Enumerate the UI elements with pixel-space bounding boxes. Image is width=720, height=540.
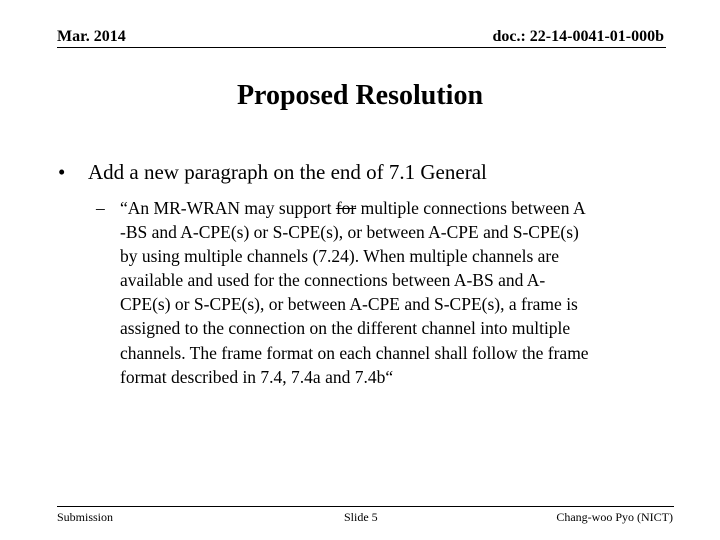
text-line: format described in 7.4, 7.4a and 7.4b“ bbox=[120, 366, 394, 387]
text-line: available and used for the connections between A-BS and A- bbox=[120, 270, 546, 291]
bullet-marker: • bbox=[58, 160, 66, 184]
text-line: CPE(s) or S-CPE(s), or between A-CPE and S-CPE(s), a frame is bbox=[120, 294, 578, 315]
text-line: -BS and A-CPE(s) or S-CPE(s), or between A-CPE and S-CPE(s) bbox=[120, 222, 579, 243]
text-line bbox=[120, 196, 668, 220]
bullet-text: Add a new paragraph on the end of 7.1 General bbox=[88, 160, 487, 184]
text-line: channels. The frame format on each channel shall follow the frame bbox=[120, 342, 589, 363]
text-segment: “An MR-WRAN may support bbox=[120, 198, 336, 218]
text-line: assigned to the connection on the different channel into multiple bbox=[120, 318, 571, 339]
header-divider bbox=[57, 47, 666, 48]
sub-bullet-marker: – bbox=[96, 198, 105, 218]
struck-text: for bbox=[335, 198, 357, 218]
slide-title: Proposed Resolution bbox=[236, 80, 484, 111]
footer-author: Chang-woo Pyo (NICT) bbox=[556, 510, 673, 524]
header-doc-id: doc.: 22-14-0041-01-000b bbox=[492, 28, 664, 45]
sub-bullet-text bbox=[120, 196, 668, 389]
header-date: Mar. 2014 bbox=[57, 28, 126, 45]
text-line: by using multiple channels (7.24). When multiple channels are bbox=[120, 246, 560, 267]
footer-divider bbox=[57, 506, 674, 507]
footer-submission: Submission bbox=[57, 510, 114, 524]
footer-slide-number: Slide 5 bbox=[344, 510, 378, 524]
bullet-item bbox=[58, 160, 678, 185]
text-segment: multiple connections between A bbox=[356, 198, 586, 218]
